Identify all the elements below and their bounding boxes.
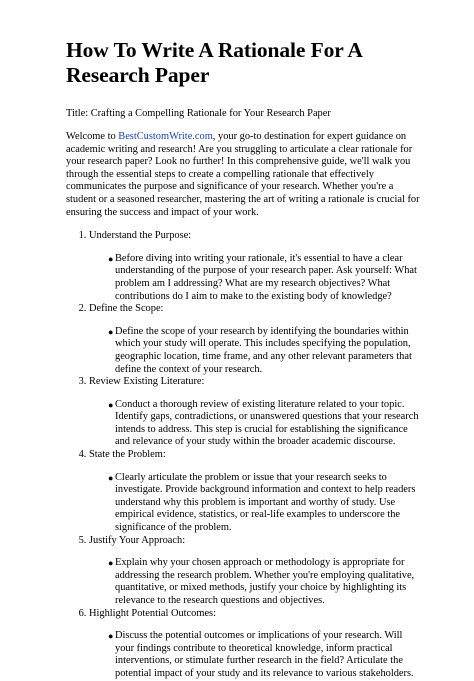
step-label: State the Problem: bbox=[89, 449, 166, 461]
step-bullet bbox=[108, 325, 424, 376]
intro-text: , your go-to destination for expert guidance on academic writing and research! Are you struggling to articulate a clear rationale for your research paper? Look no further! In this comprehensive guide, we'll walk you through the essential steps to create a compelling rationale that effectively communicates the purpose and significance of your research. Whether you're a student or a seasoned researcher, mastering the art of writing a rationale is crucial for ensuring the success and impact of your work. bbox=[66, 131, 420, 218]
intro-prefix: Welcome to bbox=[66, 131, 119, 142]
bullet-dot-icon: ● bbox=[108, 399, 114, 410]
step-bullets bbox=[89, 399, 424, 449]
step-bullets bbox=[89, 253, 424, 303]
bullet-dot-icon: ● bbox=[108, 253, 114, 264]
step-bullets bbox=[89, 630, 424, 680]
step-bullet-text: Explain why your chosen approach or methodology is appropriate for addressing the research problem. Whether you're employing qualitative, quantitative, or mixed methods, justify your choice by highlighting its relevance to the research questions and objectives. bbox=[115, 557, 415, 606]
intro-paragraph bbox=[66, 131, 424, 219]
step-label: Highlight Potential Outcomes: bbox=[89, 607, 216, 619]
step-bullet bbox=[108, 630, 424, 680]
step-bullet bbox=[108, 557, 424, 607]
step-bullet-text: Define the scope of your research by identifying the boundaries within which your study will operate. This includes specifying the population, geographic location, time frame, and any other relevant parameters that define the context of your research. bbox=[115, 325, 412, 375]
step-bullet-text: Conduct a thorough review of existing literature related to your topic. Identify gaps, contradictions, or unanswered questions that your research intends to address. This step is crucial for establishing the significance and relevance of your study within the broader academic discourse. bbox=[115, 398, 419, 448]
step-bullet bbox=[108, 471, 424, 535]
site-link[interactable]: BestCustomWrite.com bbox=[118, 131, 213, 142]
step-item bbox=[89, 230, 424, 303]
bullet-dot-icon: ● bbox=[108, 326, 114, 337]
step-bullet-text: Discuss the potential outcomes or implications of your research. Will your findings contribute to theoretical knowledge, inform practical interventions, or stimulate further research in the field? Articulate the potential impact of your study and its relevance to various stakeholders. bbox=[115, 630, 414, 679]
bullet-dot-icon: ● bbox=[108, 558, 114, 569]
step-item bbox=[89, 303, 424, 376]
bullet-dot-icon: ● bbox=[108, 631, 114, 642]
subtitle-line: Title: Crafting a Compelling Rationale for Your Research Paper bbox=[66, 108, 331, 119]
step-label: Understand the Purpose: bbox=[89, 230, 192, 242]
step-item bbox=[89, 449, 424, 535]
step-label: Define the Scope: bbox=[89, 303, 164, 315]
step-bullet bbox=[108, 398, 424, 449]
step-bullets bbox=[89, 472, 424, 535]
step-item bbox=[89, 535, 424, 608]
step-bullets bbox=[89, 557, 424, 607]
step-bullet-text: Clearly articulate the problem or issue that your research seeks to investigate. Provide background information and context to help readers understand why this problem is important and worthy of study. Use empirical evidence, statistics, or real-life examples to underscore the significance of the problem. bbox=[115, 471, 416, 534]
step-bullet bbox=[108, 252, 424, 303]
step-item bbox=[89, 376, 424, 449]
step-label: Justify Your Approach: bbox=[89, 534, 186, 546]
step-label: Review Existing Literature: bbox=[89, 376, 205, 388]
page-title: How To Write A Rationale For A Research Paper bbox=[66, 38, 362, 87]
step-bullet-text: Before diving into writing your rationale, it's essential to have a clear understanding of the purpose of your research paper. Ask yourself: What problem am I addressing? What are my research objectives? What contributions do I aim to make to the existing body of knowledge? bbox=[115, 252, 417, 302]
bullet-dot-icon: ● bbox=[108, 472, 114, 483]
step-bullets bbox=[89, 326, 424, 376]
steps-list bbox=[66, 230, 424, 680]
